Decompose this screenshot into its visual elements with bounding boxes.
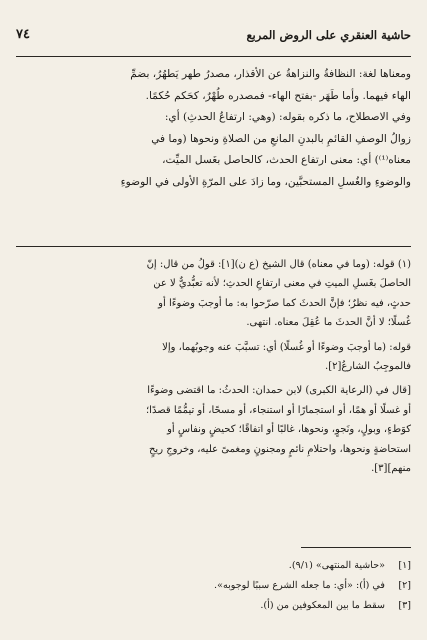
footnote-separator: [16, 246, 411, 247]
footnote-line: استحاضةٍ ونحوها، واحتلامِ نائمٍ ومجنونٍ ومغمىً عليه، وخروجِ ريحٍ: [148, 443, 411, 455]
endnote-separator: [301, 547, 411, 548]
footnote-line: (١) قوله: (وما في معناه) قال الشيخ (ع ن)[١]: قولُ من قال: إنّ: [146, 259, 411, 270]
footnote-line: [قال في (الرعاية الكبرى) لابن حمدان: الحدثُ: ما اقتضى وضوءًا: [147, 385, 411, 397]
footnote-block: [16, 255, 411, 478]
footnote-line: أو غسلًا أو همًا، أو استجمارًا أو استنجاء، أو مسحًا، أو تيمُّمًا قصدًا؛: [146, 404, 411, 416]
footnote-line: فالموجِبُ الشارعُ[٢].: [325, 361, 411, 373]
header-rule: [16, 56, 411, 57]
running-title: حاشية العنقري على الروض المربع: [246, 28, 411, 42]
footnote-line: غُسلًا؛ لا أنَّ الحدثَ ما عُقِلَ معناه. انتهى.: [246, 317, 411, 329]
main-line: والوضوءِ والغُسلِ المستحبَّين، وما زادَ على المرّةِ الأولى في الوضوءِ: [120, 175, 411, 188]
main-text: [16, 64, 411, 193]
page-header: [16, 18, 411, 52]
main-line: وفي الاصطلاح، ما ذكره بقوله: (وهي: ارتفاعُ الحدثِ) أي:: [164, 111, 411, 123]
page-number: ٧٤: [16, 27, 30, 42]
endnote-text: سقط ما بين المعكوفين من (أ).: [260, 600, 385, 611]
endnote-item: [16, 596, 411, 616]
endnote-number: [٣]: [398, 600, 411, 611]
endnote-text: في (أ): «أي: ما جعله الشرع سببًا لوجوبه».: [214, 580, 385, 591]
footnote-line: قوله: (ما أوجبَ وضوءًا أو غُسلًا) أي: تسبَّبَ عنه وجوبُهما، وإلا: [162, 341, 411, 353]
endnotes: [16, 556, 411, 616]
endnote-number: [٢]: [398, 580, 411, 591]
footnote-line: منهم][٣].: [371, 463, 411, 475]
footnote-line: كوَطءٍ، وبولٍ، ونَجوٍ، ونحوها، غالبًا أو اتفاقًا؛ كحيضٍ ونفاسٍ أو: [167, 424, 411, 436]
endnote-number: [١]: [398, 560, 411, 571]
main-line: الهاء فيهما. وأما طَهَر -بفتح الهاء- فمصدره طُهْرٌ، كحَكم حُكمًا.: [145, 89, 411, 102]
main-line: معناه⁽¹⁾) أي: معنى ارتفاع الحدث، كالحاصل بغَسل الميِّت،: [162, 154, 411, 166]
endnote-item: [16, 556, 411, 576]
main-line: زوالُ الوصفِ القائمِ بالبدنِ المانعِ من الصلاةِ ونحوها (وما في: [151, 132, 411, 145]
main-line: ومعناها لغة: النظافةُ والنزاهةُ عن الأقذار، مصدرُ طهر يَطهُرُ، بضمِّ: [130, 68, 411, 80]
footnote-line: حدثٍ، فيه نظرٌ؛ فإنَّ الحدثَ كما صرّحوا به: ما أوجبَ وضوءًا أو: [158, 297, 411, 309]
endnote-text: «حاشية المنتهى» (٩/١).: [288, 560, 385, 571]
endnote-item: [16, 576, 411, 596]
footnote-line: الحاصلَ بغَسلِ الميتِ في معنى ارتفاعِ الحدثِ؛ لأنه تعبُّديٌّ لا عن: [153, 278, 411, 290]
